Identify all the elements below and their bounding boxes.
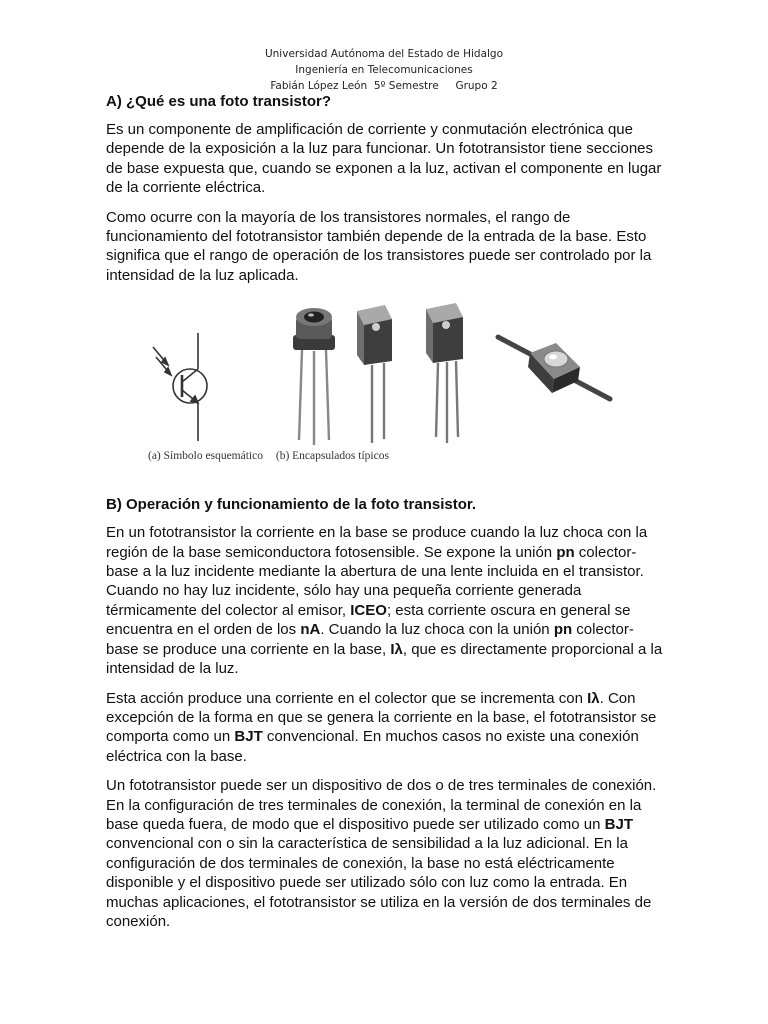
section-b-paragraph-3 [106,776,666,931]
section-b-heading: B) Operación y funcionamiento de la foto transistor. [106,496,477,514]
text-run: Esta acción produce una corriente en el colector que se incrementa con [106,689,588,707]
to18-lens-package [293,308,335,445]
text-run: colector-base a la luz incidente mediante la abertura de una lente incluida en el transistor. Cuando no hay luz incidente, sólo hay una pequeña corriente generada térmicamente del colector al emisor, [106,543,644,619]
text-run: convencional con o sin la característica de sensibilidad a la luz adicional. En la configuración de dos terminales de conexión, la base no está eléctricamente disponible y el dispositivo puede ser utilizado sólo con luz como la entrada. En muchas aplicaciones, el fototransistor se utiliza en la versión de dos terminales de conexión. [106,835,652,930]
group: Grupo 2 [455,80,498,92]
caption-schematic: (a) Símbolo esquemático [148,450,263,463]
text-run: En un fototransistor la corriente en la base se produce cuando la luz choca con la región de la base semiconductora fotosensible. Se expone la unión [106,524,648,561]
phototransistor-figure [106,295,666,481]
phototransistor-schematic-symbol [153,333,207,441]
figure-caption [148,447,399,466]
author-name: Fabián López León [270,80,368,92]
section-a-paragraph-1: Es un componente de amplificación de corriente y conmutación electrónica que depende de la exposición a la luz para funcionar. Un fototransistor tiene secciones de base expuesta que, cuando se exponen a la luz, activan el componente en lugar de la corriente eléctrica. [106,121,662,197]
text-run: colector-base se produce una corriente en la base, [106,621,634,658]
section-b-paragraph-2 [106,689,666,767]
text-run: , que es directamente proporcional a la intensidad de la luz. [106,640,663,678]
program-name: Ingeniería en Telecomunicaciones [295,64,473,76]
bold-term: Iλ [587,689,600,707]
bold-term: BJT [604,815,634,833]
bold-term: BJT [234,728,263,746]
bold-term: pn [556,543,575,561]
semester: 5º Semestre [373,80,439,92]
section-a-heading: A) ¿Qué es una foto transistor? [106,93,332,110]
bold-term: pn [553,621,573,639]
university-name: Universidad Autónoma del Estado de Hidalgo [264,48,504,60]
bold-term: nA [300,621,321,639]
section-a-paragraph-2: Como ocurre con la mayoría de los transistores normales, el rango de funcionamiento del fototransistor también depende de la entrada de la base. Esto significa que el rango de operación de los transistores puede ser controlado por la intensidad de la luz aplicada. [106,208,652,284]
bold-term: Iλ [390,640,403,658]
text-run: convencional. En muchos casos no existe una conexión eléctrica con la base. [106,728,639,765]
side-looking-package [498,337,610,399]
document-header [0,46,768,94]
section-b-paragraph-1 [106,523,666,678]
bold-term: ICEO [350,601,387,619]
two-lead-plastic-package [357,305,392,443]
text-run: . Con excepción de la forma en que se genera la corriente en la base, el fototransistor se comporta como un [106,689,657,746]
text-run: . Cuando la luz choca con la unión [320,621,554,639]
document-body [106,92,666,941]
text-run: Un fototransistor puede ser un dispositivo de dos o de tres terminales de conexión. En la configuración de tres terminales de conexión, la terminal de conexión en la base queda fuera, de modo que el dispositivo puede ser utilizado como un [106,777,657,833]
caption-packages: (b) Encapsulados típicos [275,450,389,463]
three-lead-plastic-package [426,303,463,443]
text-run: ; esta corriente oscura en general se encuentra en el orden de los [106,601,631,639]
